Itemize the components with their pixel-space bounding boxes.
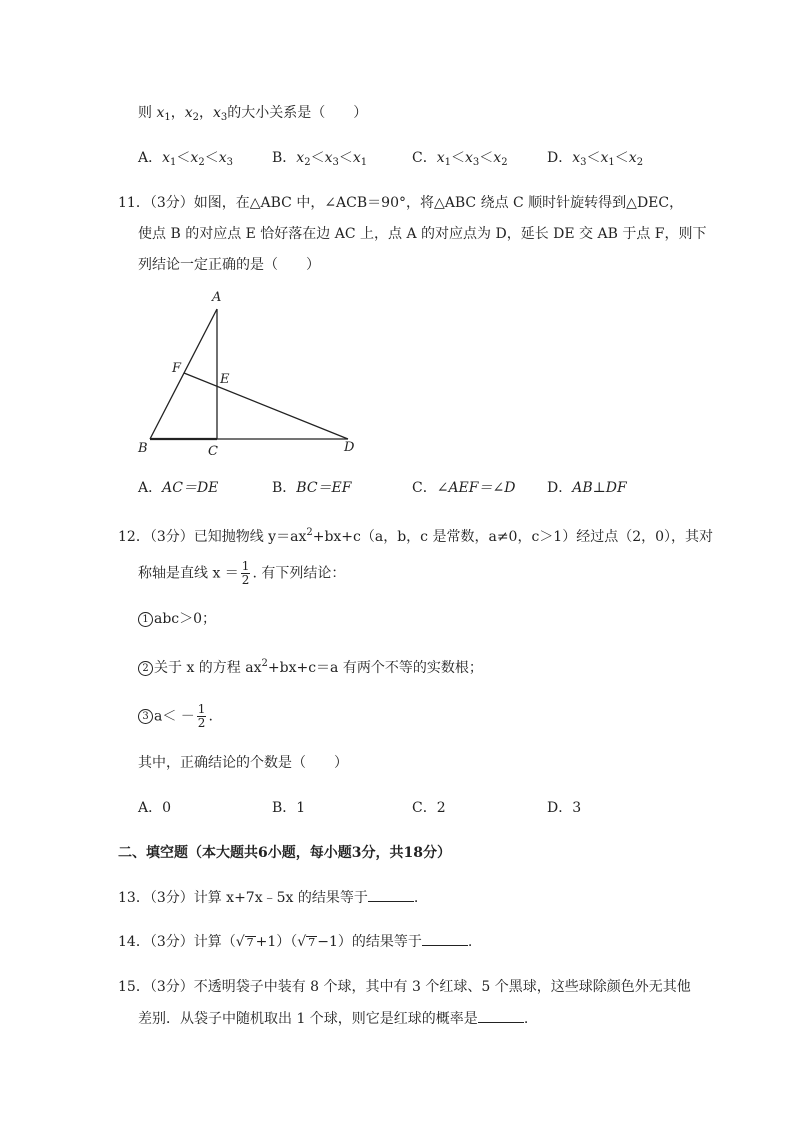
q12-line-2: 称轴是直线 x ＝ $\frac{1}{2}$ . 有下列结论：: [138, 559, 346, 587]
label-b: B: [138, 441, 148, 456]
q12-conclusion-1: 1 abc＞0；: [138, 610, 216, 628]
q14-number: 14．（3分）: [118, 934, 194, 950]
q11-triangle-figure: [130, 285, 380, 465]
q15-answer-blank[interactable]: [478, 1010, 524, 1023]
q12-option-c[interactable]: C．2: [412, 800, 446, 816]
segment-fd: [184, 373, 348, 439]
q11-line-2: 使点 B 的对应点 E 恰好落在边 AC 上，点 A 的对应点为 D，延长 DE 交 AB 于点 F，则下: [138, 226, 707, 242]
q11-option-c[interactable]: C．∠AEF＝∠D: [412, 480, 516, 496]
label-d: D: [344, 440, 355, 455]
sqrt-radicand: 7: [246, 936, 254, 949]
label-a: A: [212, 290, 222, 305]
q15-line-2: 差别．从袋子中随机取出 1 个球，则它是红球的概率是 .: [138, 1011, 529, 1027]
q10-option-a[interactable]: A．$x_1<x_2<x_3$: [138, 150, 233, 168]
q14-answer-blank[interactable]: [422, 933, 468, 946]
q10-option-b[interactable]: B．$x_2<x_3<x_1$: [272, 150, 368, 168]
q12-line-1: 12．（3分）已知抛物线 $y=ax^2+bx+c(a$，b，c 是常数，a≠0，c＞1）经过点（2，0），其对: [118, 527, 714, 545]
sqrt-radicand: 7: [308, 936, 316, 949]
fraction-one-half: $\frac{1}{2}$: [241, 559, 250, 587]
q11-number: 11．（3分）: [118, 195, 194, 211]
circled-number-1: 1: [138, 612, 153, 627]
q10-option-c[interactable]: C．$x_1<x_3<x_2$: [412, 150, 508, 168]
q14: 14．（3分）计算（√ 7 +1）（√ 7 −1）的结果等于 .: [118, 934, 473, 950]
q11-line-3: 列结论一定正确的是（ ）: [138, 257, 320, 273]
q12-conclusion-3: 3 a＜ － $\frac{1}{2}$ .: [138, 703, 213, 730]
q13: 13．（3分）计算 x+7x﹣5x 的结果等于 .: [118, 890, 419, 906]
label-f: F: [172, 361, 182, 376]
segment-ab: [150, 309, 217, 439]
q11-option-a[interactable]: A．AC＝DE: [138, 480, 219, 496]
q10-option-d[interactable]: D．$x_3<x_1<x_2$: [547, 150, 644, 168]
q15-line-1: 15．（3分）不透明袋子中装有 8 个球，其中有 3 个红球、5 个黑球，这些球除颜色外无其他: [118, 979, 691, 995]
q12-prompt: 其中，正确结论的个数是（ ）: [138, 755, 348, 771]
circled-number-3: 3: [138, 709, 153, 724]
q13-number: 13．（3分）: [118, 890, 194, 906]
q13-answer-blank[interactable]: [368, 889, 414, 902]
label-e: E: [220, 372, 230, 387]
label-c: C: [208, 444, 218, 459]
q12-option-a[interactable]: A．0: [138, 800, 172, 816]
fraction-one-half: $\frac{1}{2}$: [197, 702, 206, 730]
q11-option-d[interactable]: D．AB⊥DF: [547, 480, 627, 496]
q12-option-b[interactable]: B．1: [272, 800, 306, 816]
q11-line-1: 11．（3分）如图，在△ABC 中，∠ACB＝90°，将△ABC 绕点 C 顺时针旋转得到△DEC，: [118, 195, 684, 211]
circled-number-2: 2: [138, 661, 153, 676]
q12-option-d[interactable]: D．3: [547, 800, 582, 816]
q15-number: 15．（3分）: [118, 979, 194, 995]
q10-stem: 则 $x_1$，$x_2$，$x_3$的大小关系是（ ）: [138, 105, 368, 123]
q11-option-b[interactable]: B．BC＝EF: [272, 480, 352, 496]
q12-conclusion-2: 2 关于 x 的方程 $ax^2+bx+c=a$ 有两个不等的实数根；: [138, 655, 483, 677]
section-2-title: 二、填空题（本大题共6小题，每小题3分，共18分）: [118, 845, 451, 861]
q12-number: 12．（3分）: [118, 529, 194, 545]
